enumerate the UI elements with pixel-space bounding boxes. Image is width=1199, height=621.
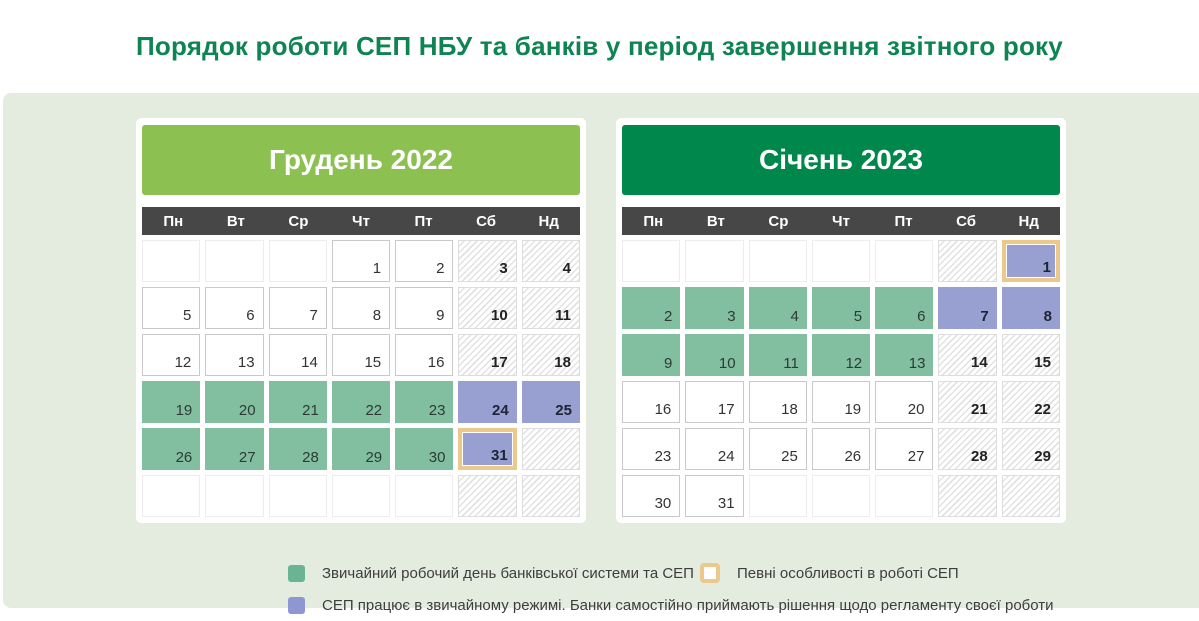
day-cell-15 (332, 334, 390, 376)
day-cell-21 (938, 381, 996, 423)
day-number: 24 (717, 448, 735, 465)
day-number: 20 (907, 401, 925, 418)
day-number: 9 (663, 355, 673, 372)
day-cell-7 (938, 287, 996, 329)
day-number: 16 (427, 354, 445, 371)
day-cell-9 (395, 287, 453, 329)
day-number: 25 (555, 402, 572, 419)
day-number: 2 (436, 260, 445, 277)
day-number: 3 (499, 260, 508, 277)
day-number: 31 (491, 447, 508, 464)
day-cell-19 (142, 381, 200, 423)
empty-cell (685, 240, 743, 282)
empty-cell (205, 475, 263, 517)
day-cell-5 (812, 287, 870, 329)
empty-cell (938, 475, 996, 517)
day-cell-18 (522, 334, 580, 376)
day-cell-10 (685, 334, 743, 376)
day-cell-12 (812, 334, 870, 376)
day-number: 18 (554, 354, 571, 371)
empty-cell (395, 475, 453, 517)
day-cell-29 (1002, 428, 1060, 470)
weekday-label: Пт (894, 212, 913, 230)
empty-cell (269, 240, 327, 282)
day-number: 14 (971, 354, 988, 371)
empty-cell (522, 475, 580, 517)
weekday-label: Сб (956, 212, 977, 230)
day-cell-17 (458, 334, 516, 376)
day-number: 11 (555, 307, 571, 324)
day-cell-20 (875, 381, 933, 423)
green-swatch-icon (288, 565, 305, 582)
day-cell-14 (269, 334, 327, 376)
day-cell-27 (205, 428, 263, 470)
day-cell-31 (685, 475, 743, 517)
day-number: 11 (783, 355, 799, 372)
day-number: 16 (654, 401, 672, 418)
day-number: 29 (1034, 448, 1051, 465)
day-number: 17 (491, 354, 508, 371)
day-cell-30 (395, 428, 453, 470)
day-cell-18 (749, 381, 807, 423)
weekday-label: Чт (832, 212, 850, 230)
day-cell-27 (875, 428, 933, 470)
day-cell-10 (458, 287, 516, 329)
weekday-label: Вт (706, 212, 725, 230)
day-cell-22 (1002, 381, 1060, 423)
day-cell-24 (458, 381, 516, 423)
day-number: 15 (364, 354, 382, 371)
day-number: 14 (301, 354, 318, 371)
empty-cell (522, 428, 580, 470)
month-title: Грудень 2022 (142, 125, 580, 195)
day-number: 26 (175, 449, 193, 466)
day-number: 20 (238, 402, 256, 419)
day-cell-29 (332, 428, 390, 470)
day-number: 25 (781, 448, 798, 465)
empty-cell (458, 475, 516, 517)
day-cell-11 (749, 334, 807, 376)
day-number: 2 (663, 308, 673, 325)
legend-item-special (700, 563, 1199, 583)
day-cell-16 (622, 381, 680, 423)
empty-cell (142, 475, 200, 517)
day-cell-28 (269, 428, 327, 470)
day-number: 13 (237, 354, 255, 371)
day-cell-26 (812, 428, 870, 470)
weekday-label: Пн (643, 212, 664, 230)
day-cell-5 (142, 287, 200, 329)
day-number: 18 (781, 401, 798, 418)
day-number: 17 (717, 401, 735, 418)
day-cell-13 (205, 334, 263, 376)
day-number: 3 (727, 308, 736, 325)
day-number: 30 (428, 449, 446, 466)
day-cell-9 (622, 334, 680, 376)
weekday-header-row (622, 207, 1060, 235)
day-cell-2 (395, 240, 453, 282)
day-cell-3 (685, 287, 743, 329)
calendars (3, 93, 1199, 523)
day-cell-20 (205, 381, 263, 423)
day-cell-31 (458, 428, 516, 470)
day-cell-13 (875, 334, 933, 376)
day-number: 1 (1042, 259, 1051, 276)
special-swatch-icon (700, 563, 720, 583)
day-cell-22 (332, 381, 390, 423)
day-cell-1 (1002, 240, 1060, 282)
day-number: 19 (844, 401, 862, 418)
calendar-card-december-2022 (136, 118, 586, 523)
day-number: 12 (174, 354, 192, 371)
day-number: 15 (1034, 354, 1051, 371)
day-cell-17 (685, 381, 743, 423)
empty-cell (269, 475, 327, 517)
weekday-label: Нд (538, 212, 559, 230)
weekday-label: Пт (414, 212, 433, 230)
day-number: 31 (717, 495, 735, 512)
day-number: 22 (365, 402, 383, 419)
day-grid (622, 240, 1060, 517)
day-number: 8 (1043, 308, 1052, 325)
day-number: 27 (907, 448, 925, 465)
day-number: 7 (309, 307, 318, 324)
empty-cell (938, 240, 996, 282)
day-number: 6 (917, 308, 926, 325)
empty-cell (332, 475, 390, 517)
day-cell-19 (812, 381, 870, 423)
day-number: 22 (1034, 401, 1051, 418)
day-number: 9 (436, 307, 445, 324)
empty-cell (1002, 475, 1060, 517)
day-number: 29 (365, 449, 383, 466)
empty-cell (812, 240, 870, 282)
empty-cell (622, 240, 680, 282)
weekday-label: Ср (288, 212, 309, 230)
day-number: 4 (562, 260, 571, 277)
day-number: 12 (845, 355, 863, 372)
day-number: 23 (654, 448, 672, 465)
day-number: 6 (246, 307, 255, 324)
day-number: 21 (971, 401, 988, 418)
day-cell-11 (522, 287, 580, 329)
weekday-header-row (142, 207, 580, 235)
day-cell-2 (622, 287, 680, 329)
month-title: Січень 2023 (622, 125, 1060, 195)
day-cell-3 (458, 240, 516, 282)
day-number: 5 (853, 308, 863, 325)
empty-cell (142, 240, 200, 282)
day-number: 13 (908, 355, 926, 372)
day-cell-8 (1002, 287, 1060, 329)
day-cell-4 (749, 287, 807, 329)
header (0, 0, 1199, 93)
legend-label-working-day: Звичайний робочий день банківської системи та СЕП (322, 564, 694, 582)
content-area (3, 93, 1199, 614)
weekday-label: Ср (768, 212, 789, 230)
day-number: 28 (971, 448, 988, 465)
day-number: 10 (718, 355, 736, 372)
weekday-label: Нд (1018, 212, 1039, 230)
day-cell-6 (875, 287, 933, 329)
legend-item-sep-normal (288, 597, 1199, 614)
weekday-label: Пн (163, 212, 184, 230)
empty-cell (875, 240, 933, 282)
day-number: 8 (372, 307, 382, 324)
day-number: 4 (790, 308, 799, 325)
day-number: 27 (238, 449, 256, 466)
page-title: Порядок роботи СЕП НБУ та банків у період завершення звітного року (136, 31, 1063, 61)
legend-label-special: Певні особливості в роботі СЕП (737, 564, 959, 582)
day-cell-12 (142, 334, 200, 376)
day-cell-8 (332, 287, 390, 329)
day-number: 5 (182, 307, 192, 324)
empty-cell (205, 240, 263, 282)
weekday-label: Вт (226, 212, 245, 230)
day-grid (142, 240, 580, 517)
day-cell-7 (269, 287, 327, 329)
empty-cell (875, 475, 933, 517)
day-cell-23 (622, 428, 680, 470)
day-number: 24 (492, 402, 509, 419)
day-cell-30 (622, 475, 680, 517)
day-number: 21 (302, 402, 319, 419)
day-cell-26 (142, 428, 200, 470)
day-number: 10 (491, 307, 508, 324)
empty-cell (749, 475, 807, 517)
weekday-label: Сб (476, 212, 497, 230)
day-cell-1 (332, 240, 390, 282)
legend-item-working-day (288, 565, 700, 582)
empty-cell (749, 240, 807, 282)
legend-label-sep-normal: СЕП працює в звичайному режимі. Банки самостійно приймають рішення щодо регламенту своєї роботи (322, 596, 1054, 614)
day-cell-4 (522, 240, 580, 282)
day-cell-21 (269, 381, 327, 423)
weekday-label: Чт (352, 212, 370, 230)
day-cell-28 (938, 428, 996, 470)
day-cell-15 (1002, 334, 1060, 376)
legend (288, 557, 1199, 621)
day-number: 23 (428, 402, 446, 419)
day-number: 26 (844, 448, 862, 465)
day-cell-14 (938, 334, 996, 376)
empty-cell (812, 475, 870, 517)
day-cell-6 (205, 287, 263, 329)
day-number: 7 (980, 308, 989, 325)
day-cell-25 (522, 381, 580, 423)
calendar-card-january-2023 (616, 118, 1066, 523)
day-number: 28 (302, 449, 319, 466)
purple-swatch-icon (288, 597, 305, 614)
day-cell-16 (395, 334, 453, 376)
day-number: 1 (372, 260, 382, 277)
day-cell-25 (749, 428, 807, 470)
day-number: 19 (175, 402, 193, 419)
day-number: 30 (654, 495, 672, 512)
day-cell-24 (685, 428, 743, 470)
day-cell-23 (395, 381, 453, 423)
